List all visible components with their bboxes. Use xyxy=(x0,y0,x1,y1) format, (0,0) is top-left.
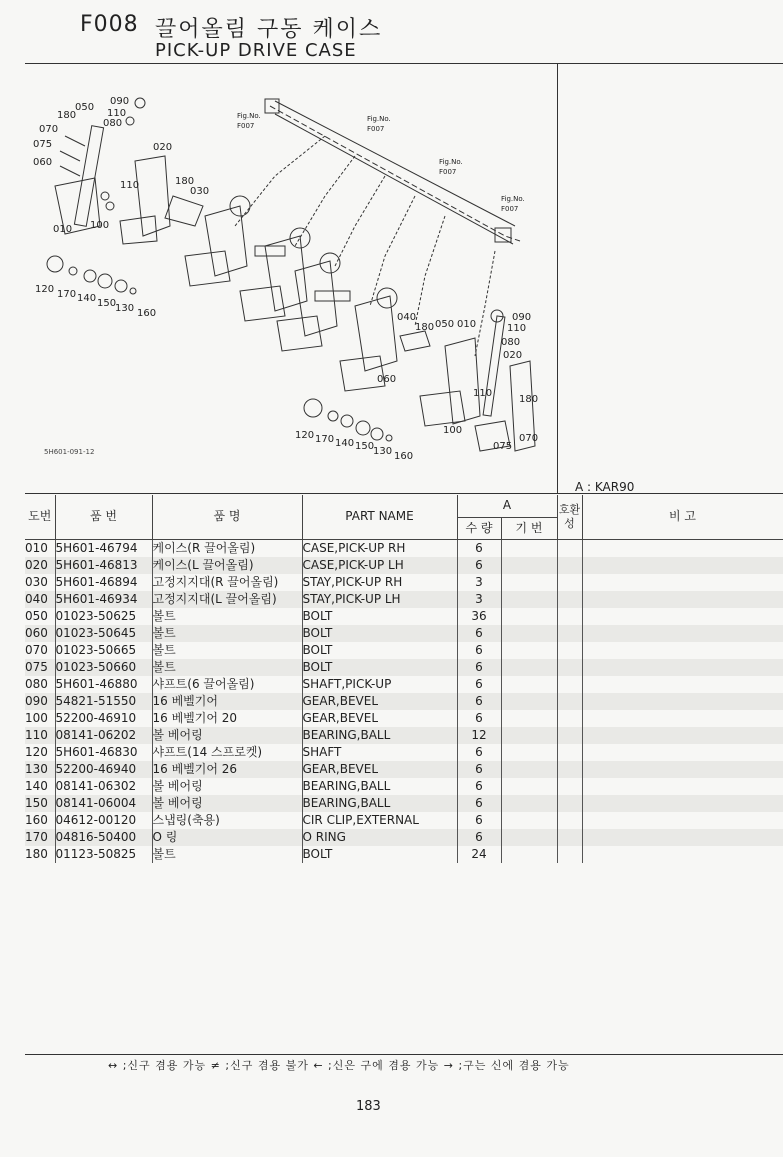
remarks-cell xyxy=(582,846,783,863)
base-no-cell xyxy=(501,778,557,795)
left-assembly xyxy=(47,98,203,294)
remarks-cell xyxy=(582,710,783,727)
remarks-cell xyxy=(582,795,783,812)
callout: 130 xyxy=(115,303,135,314)
qty-cell: 6 xyxy=(457,659,501,676)
qty-cell: 6 xyxy=(457,693,501,710)
table-row xyxy=(25,812,783,829)
table-row xyxy=(25,778,783,795)
qty-cell: 3 xyxy=(457,591,501,608)
ref-no-cell: 100 xyxy=(25,710,55,727)
name-ko-cell: 볼 베어링 xyxy=(152,778,302,795)
part-no-cell: 01023-50645 xyxy=(55,625,152,642)
name-ko-cell: 케이스(R 끌어올림) xyxy=(152,539,302,557)
part-no-cell: 5H601-46880 xyxy=(55,676,152,693)
fig-ref-label: Fig.No. xyxy=(367,115,391,123)
part-name-cell: BEARING,BALL xyxy=(302,778,457,795)
qty-cell: 6 xyxy=(457,812,501,829)
table-row xyxy=(25,574,783,591)
table-bottom-rule xyxy=(25,1054,783,1055)
name-ko-cell: 샤프트(6 끌어올림) xyxy=(152,676,302,693)
base-no-cell xyxy=(501,557,557,574)
col-base-no: 기 번 xyxy=(501,517,557,539)
remarks-cell xyxy=(582,676,783,693)
remarks-cell xyxy=(582,744,783,761)
compat-cell xyxy=(557,625,582,642)
part-no-cell: 04612-00120 xyxy=(55,812,152,829)
callout: 040 xyxy=(397,312,417,323)
part-name-cell: BOLT xyxy=(302,659,457,676)
remarks-cell xyxy=(582,625,783,642)
remarks-cell xyxy=(582,727,783,744)
part-name-cell: BOLT xyxy=(302,846,457,863)
compat-cell xyxy=(557,829,582,846)
remarks-cell xyxy=(582,574,783,591)
part-no-cell: 08141-06302 xyxy=(55,778,152,795)
part-no-cell: 5H601-46934 xyxy=(55,591,152,608)
callout: 060 xyxy=(377,374,397,385)
callout: 120 xyxy=(35,284,55,295)
compat-cell xyxy=(557,659,582,676)
remarks-cell xyxy=(582,659,783,676)
part-name-cell: STAY,PICK-UP LH xyxy=(302,591,457,608)
ref-no-cell: 120 xyxy=(25,744,55,761)
ref-no-cell: 080 xyxy=(25,676,55,693)
ref-no-cell: 110 xyxy=(25,727,55,744)
part-no-cell: 01023-50660 xyxy=(55,659,152,676)
model-label: A : KAR90 xyxy=(575,480,635,494)
fig-ref-label: Fig.No. xyxy=(237,112,261,120)
callout: 170 xyxy=(315,434,335,445)
base-no-cell xyxy=(501,574,557,591)
parts-table xyxy=(25,495,783,863)
part-name-cell: GEAR,BEVEL xyxy=(302,710,457,727)
table-row xyxy=(25,676,783,693)
part-name-cell: CASE,PICK-UP LH xyxy=(302,557,457,574)
remarks-cell xyxy=(582,778,783,795)
table-row xyxy=(25,761,783,778)
ref-no-cell: 090 xyxy=(25,693,55,710)
part-no-cell: 08141-06004 xyxy=(55,795,152,812)
base-no-cell xyxy=(501,539,557,557)
base-no-cell xyxy=(501,761,557,778)
remarks-cell xyxy=(582,642,783,659)
table-row xyxy=(25,693,783,710)
base-no-cell xyxy=(501,625,557,642)
section-code: F008 xyxy=(80,12,139,37)
remarks-cell xyxy=(582,539,783,557)
qty-cell: 6 xyxy=(457,795,501,812)
name-ko-cell: 샤프트(14 스프로켓) xyxy=(152,744,302,761)
col-compat: 호환성 xyxy=(557,495,582,539)
col-ref-no: 도번 xyxy=(25,495,55,539)
fig-ref-value: F007 xyxy=(237,122,255,130)
pickup-units xyxy=(185,196,397,391)
callout: 075 xyxy=(493,441,513,452)
table-row xyxy=(25,557,783,574)
callout: 060 xyxy=(33,157,53,168)
callout: 010 xyxy=(457,319,477,330)
compat-cell xyxy=(557,761,582,778)
callout: 180 xyxy=(519,394,539,405)
qty-cell: 6 xyxy=(457,539,501,557)
base-no-cell xyxy=(501,846,557,863)
remarks-cell xyxy=(582,693,783,710)
table-row xyxy=(25,642,783,659)
part-name-cell: CASE,PICK-UP RH xyxy=(302,539,457,557)
part-no-cell: 5H601-46794 xyxy=(55,539,152,557)
callout: 110 xyxy=(473,388,493,399)
name-ko-cell: 16 베벨기어 xyxy=(152,693,302,710)
callouts-right xyxy=(295,312,538,462)
table-row xyxy=(25,625,783,642)
callout: 140 xyxy=(77,293,97,304)
remarks-cell xyxy=(582,761,783,778)
name-ko-cell: 고정지지대(L 끌어올림) xyxy=(152,591,302,608)
callout: 070 xyxy=(519,433,539,444)
ref-no-cell: 160 xyxy=(25,812,55,829)
callout: 050 xyxy=(75,102,95,113)
fig-ref-label: Fig.No. xyxy=(501,195,525,203)
diagram-code: 5H601-091-12 xyxy=(44,448,95,456)
qty-cell: 6 xyxy=(457,676,501,693)
compat-cell xyxy=(557,642,582,659)
base-no-cell xyxy=(501,812,557,829)
base-no-cell xyxy=(501,659,557,676)
remarks-cell xyxy=(582,557,783,574)
part-no-cell: 52200-46940 xyxy=(55,761,152,778)
part-name-cell: SHAFT xyxy=(302,744,457,761)
table-row xyxy=(25,539,783,557)
callout: 080 xyxy=(501,337,521,348)
col-name-ko: 품 명 xyxy=(152,495,302,539)
ref-no-cell: 040 xyxy=(25,591,55,608)
table-row xyxy=(25,710,783,727)
remarks-cell xyxy=(582,812,783,829)
name-ko-cell: 16 베벨기어 26 xyxy=(152,761,302,778)
part-name-cell: SHAFT,PICK-UP xyxy=(302,676,457,693)
callout: 150 xyxy=(355,441,375,452)
base-no-cell xyxy=(501,710,557,727)
callout: 170 xyxy=(57,289,77,300)
exploded-parts-diagram xyxy=(25,66,557,476)
callout: 130 xyxy=(373,446,393,457)
shaft-coupling xyxy=(265,99,279,113)
ref-no-cell: 075 xyxy=(25,659,55,676)
qty-cell: 6 xyxy=(457,778,501,795)
compat-cell xyxy=(557,574,582,591)
fig-ref-value: F007 xyxy=(367,125,385,133)
compat-cell xyxy=(557,727,582,744)
callout: 070 xyxy=(39,124,59,135)
compat-cell xyxy=(557,812,582,829)
part-no-cell: 01123-50825 xyxy=(55,846,152,863)
part-name-cell: BOLT xyxy=(302,608,457,625)
qty-cell: 3 xyxy=(457,574,501,591)
table-row xyxy=(25,727,783,744)
name-ko-cell: 볼트 xyxy=(152,659,302,676)
ref-no-cell: 050 xyxy=(25,608,55,625)
callout: 110 xyxy=(507,323,527,334)
base-no-cell xyxy=(501,693,557,710)
compat-cell xyxy=(557,846,582,863)
part-name-cell: GEAR,BEVEL xyxy=(302,761,457,778)
fig-ref-label: Fig.No. xyxy=(439,158,463,166)
compat-cell xyxy=(557,795,582,812)
compat-cell xyxy=(557,693,582,710)
ref-no-cell: 020 xyxy=(25,557,55,574)
part-no-cell: 52200-46910 xyxy=(55,710,152,727)
name-ko-cell: 볼트 xyxy=(152,625,302,642)
table-row xyxy=(25,608,783,625)
name-ko-cell: 케이스(L 끌어올림) xyxy=(152,557,302,574)
qty-cell: 6 xyxy=(457,829,501,846)
name-ko-cell: O 링 xyxy=(152,829,302,846)
name-ko-cell: 볼트 xyxy=(152,608,302,625)
compat-cell xyxy=(557,744,582,761)
compat-cell xyxy=(557,608,582,625)
table-row xyxy=(25,829,783,846)
ref-no-cell: 130 xyxy=(25,761,55,778)
part-no-cell: 08141-06202 xyxy=(55,727,152,744)
callout: 120 xyxy=(295,430,315,441)
base-no-cell xyxy=(501,795,557,812)
remarks-cell xyxy=(582,829,783,846)
callout: 030 xyxy=(190,186,210,197)
drive-shaft-upper xyxy=(275,101,515,226)
callout: 100 xyxy=(443,425,463,436)
compatibility-legend: ↔ ;신구 겸용 가능 ≠ ;신구 겸용 불가 ← ;신은 구에 겸용 가능 → ;구는 신에 겸용 가능 xyxy=(108,1059,570,1072)
part-no-cell: 04816-50400 xyxy=(55,829,152,846)
remarks-cell xyxy=(582,608,783,625)
table-row xyxy=(25,659,783,676)
callout: 090 xyxy=(512,312,532,323)
page-title-english: PICK-UP DRIVE CASE xyxy=(155,40,357,61)
part-name-cell: STAY,PICK-UP RH xyxy=(302,574,457,591)
part-name-cell: BOLT xyxy=(302,625,457,642)
col-part-name: PART NAME xyxy=(302,495,457,539)
callout: 050 xyxy=(435,319,455,330)
table-row xyxy=(25,795,783,812)
part-no-cell: 54821-51550 xyxy=(55,693,152,710)
part-name-cell: BEARING,BALL xyxy=(302,727,457,744)
name-ko-cell: 고정지지대(R 끌어올림) xyxy=(152,574,302,591)
table-top-rule xyxy=(25,493,783,494)
compat-cell xyxy=(557,778,582,795)
ref-no-cell: 140 xyxy=(25,778,55,795)
qty-cell: 6 xyxy=(457,710,501,727)
callout: 110 xyxy=(120,180,140,191)
name-ko-cell: 스냅링(축용) xyxy=(152,812,302,829)
base-no-cell xyxy=(501,676,557,693)
callout: 075 xyxy=(33,139,53,150)
name-ko-cell: 16 베벨기어 20 xyxy=(152,710,302,727)
callout: 110 xyxy=(107,108,127,119)
table-row xyxy=(25,744,783,761)
qty-cell: 6 xyxy=(457,557,501,574)
callout: 140 xyxy=(335,438,355,449)
drive-shaft-line xyxy=(270,106,520,241)
qty-cell: 24 xyxy=(457,846,501,863)
header-rule xyxy=(25,63,783,64)
name-ko-cell: 볼트 xyxy=(152,642,302,659)
callout: 080 xyxy=(103,118,123,129)
page-title-korean: 끌어올림 구동 케이스 xyxy=(155,17,383,42)
compat-cell xyxy=(557,710,582,727)
ref-no-cell: 070 xyxy=(25,642,55,659)
callout: 090 xyxy=(110,96,130,107)
callout: 150 xyxy=(97,298,117,309)
col-remarks: 비 고 xyxy=(582,495,783,539)
part-no-cell: 5H601-46830 xyxy=(55,744,152,761)
page-number: 183 xyxy=(356,1099,381,1114)
fig-ref-value: F007 xyxy=(501,205,519,213)
callout: 010 xyxy=(53,224,73,235)
col-part-no: 품 번 xyxy=(55,495,152,539)
callout: 100 xyxy=(90,220,110,231)
base-no-cell xyxy=(501,608,557,625)
qty-cell: 12 xyxy=(457,727,501,744)
remarks-cell xyxy=(582,591,783,608)
compat-cell xyxy=(557,676,582,693)
drive-shaft-lower xyxy=(275,114,513,244)
callout: 020 xyxy=(153,142,173,153)
base-no-cell xyxy=(501,642,557,659)
callout: 180 xyxy=(415,322,435,333)
col-qty: 수 량 xyxy=(457,517,501,539)
base-no-cell xyxy=(501,591,557,608)
ref-no-cell: 030 xyxy=(25,574,55,591)
qty-cell: 36 xyxy=(457,608,501,625)
part-no-cell: 01023-50625 xyxy=(55,608,152,625)
qty-cell: 6 xyxy=(457,744,501,761)
part-name-cell: O RING xyxy=(302,829,457,846)
part-name-cell: CIR CLIP,EXTERNAL xyxy=(302,812,457,829)
qty-cell: 6 xyxy=(457,642,501,659)
qty-cell: 6 xyxy=(457,625,501,642)
part-no-cell: 5H601-46813 xyxy=(55,557,152,574)
callout: 180 xyxy=(175,176,195,187)
part-name-cell: BOLT xyxy=(302,642,457,659)
table-row xyxy=(25,846,783,863)
name-ko-cell: 볼 베어링 xyxy=(152,727,302,744)
callout: 180 xyxy=(57,110,77,121)
ref-no-cell: 150 xyxy=(25,795,55,812)
part-no-cell: 5H601-46894 xyxy=(55,574,152,591)
compat-cell xyxy=(557,539,582,557)
callout: 160 xyxy=(137,308,157,319)
col-group-a: A xyxy=(457,495,557,517)
table-row xyxy=(25,591,783,608)
ref-no-cell: 180 xyxy=(25,846,55,863)
name-ko-cell: 볼 베어링 xyxy=(152,795,302,812)
callout: 160 xyxy=(394,451,414,462)
base-no-cell xyxy=(501,829,557,846)
part-no-cell: 01023-50665 xyxy=(55,642,152,659)
callout: 020 xyxy=(503,350,523,361)
compat-cell xyxy=(557,557,582,574)
name-ko-cell: 볼트 xyxy=(152,846,302,863)
base-no-cell xyxy=(501,727,557,744)
part-name-cell: GEAR,BEVEL xyxy=(302,693,457,710)
ref-no-cell: 170 xyxy=(25,829,55,846)
diagram-divider xyxy=(557,63,558,493)
ref-no-cell: 060 xyxy=(25,625,55,642)
base-no-cell xyxy=(501,744,557,761)
compat-cell xyxy=(557,591,582,608)
ref-no-cell: 010 xyxy=(25,539,55,557)
fig-ref-value: F007 xyxy=(439,168,457,176)
qty-cell: 6 xyxy=(457,761,501,778)
part-name-cell: BEARING,BALL xyxy=(302,795,457,812)
